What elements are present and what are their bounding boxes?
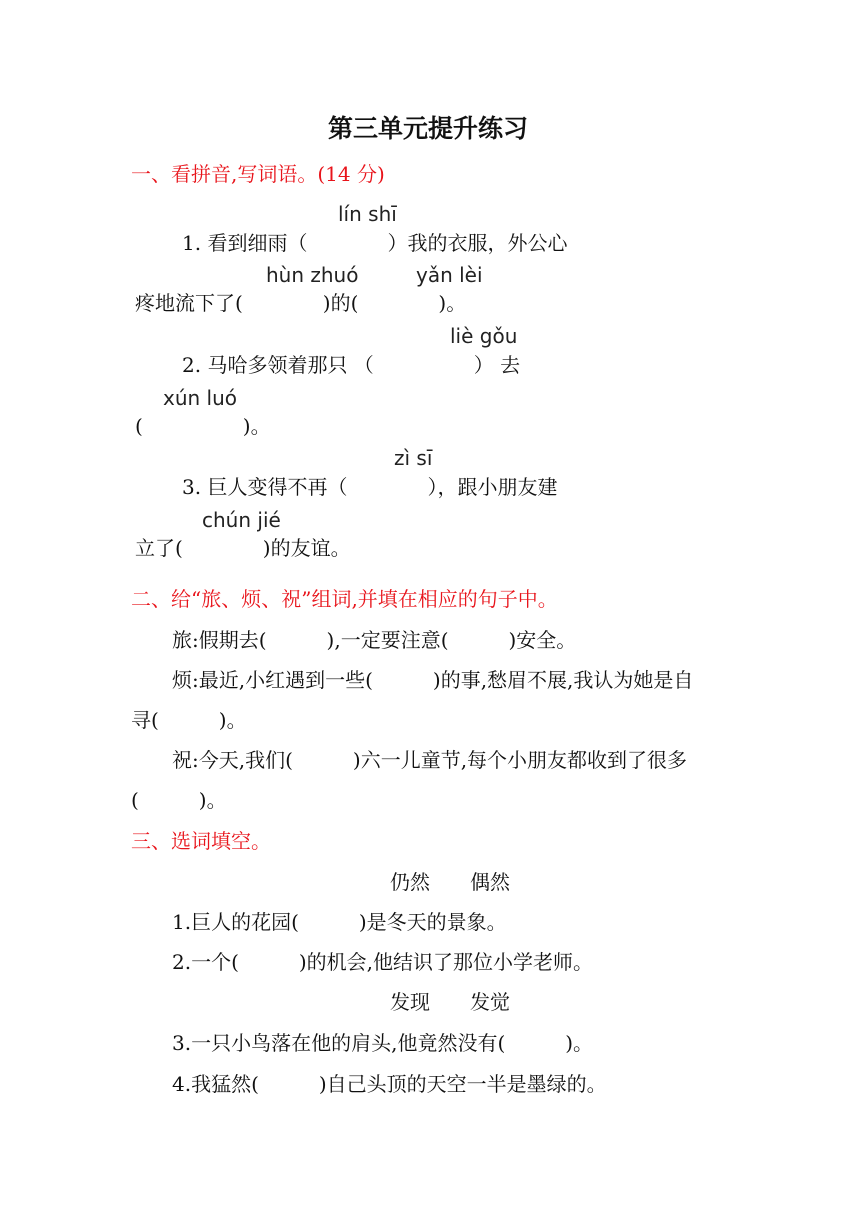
question-2-line-1: 2. 马哈多领着那只 （ ） 去 [182,353,521,377]
pinyin-chun-jie: chún jié [202,508,281,532]
item-fan-line-2: 寻( )。 [131,708,247,732]
pinyin-zi-si: zì sī [394,446,433,470]
item-lv: 旅:假期去( ),一定要注意( )安全。 [172,628,577,652]
section-1-heading: 一、看拼音,写词语。(14 分) [131,162,385,186]
pinyin-xun-luo: xún luó [163,386,238,410]
fill-item-4: 4.我猛然( )自己头顶的天空一半是墨绿的。 [172,1072,607,1096]
item-zhu-line-2: ( )。 [131,788,227,812]
page-title: 第三单元提升练习 [328,114,529,143]
item-fan-line-1: 烦:最近,小红遇到一些( )的事,愁眉不展,我认为她是自 [172,668,694,692]
question-3-line-1: 3. 巨人变得不再（ ），跟小朋友建 [182,475,558,499]
question-2-line-2: ( )。 [135,414,271,438]
question-1-line-2: 疼地流下了( )的( )。 [135,291,467,315]
question-3-line-2: 立了( )的友谊。 [135,536,351,560]
pinyin-lin-shi: lín shī [338,202,397,226]
section-2-heading: 二、给“旅、烦、祝”组词,并填在相应的句子中。 [131,587,558,611]
item-zhu-line-1: 祝:今天,我们( )六一儿童节,每个小朋友都收到了很多 [172,748,688,772]
fill-item-1: 1.巨人的花园( )是冬天的景象。 [172,910,507,934]
word-choice-2: 发现 发觉 [390,990,510,1014]
fill-item-2: 2.一个( )的机会,他结识了那位小学老师。 [172,950,594,974]
pinyin-lie-gou: liè gǒu [450,324,518,348]
pinyin-hun-zhuo: hùn zhuó [266,263,359,287]
word-choice-1: 仍然 偶然 [390,870,510,894]
section-3-heading: 三、选词填空。 [131,829,271,853]
fill-item-3: 3.一只小鸟落在他的肩头,他竟然没有( )。 [172,1031,594,1055]
pinyin-yan-lei: yǎn lèi [416,263,483,287]
question-1-line-1: 1. 看到细雨（ ）我的衣服，外公心 [182,231,568,255]
